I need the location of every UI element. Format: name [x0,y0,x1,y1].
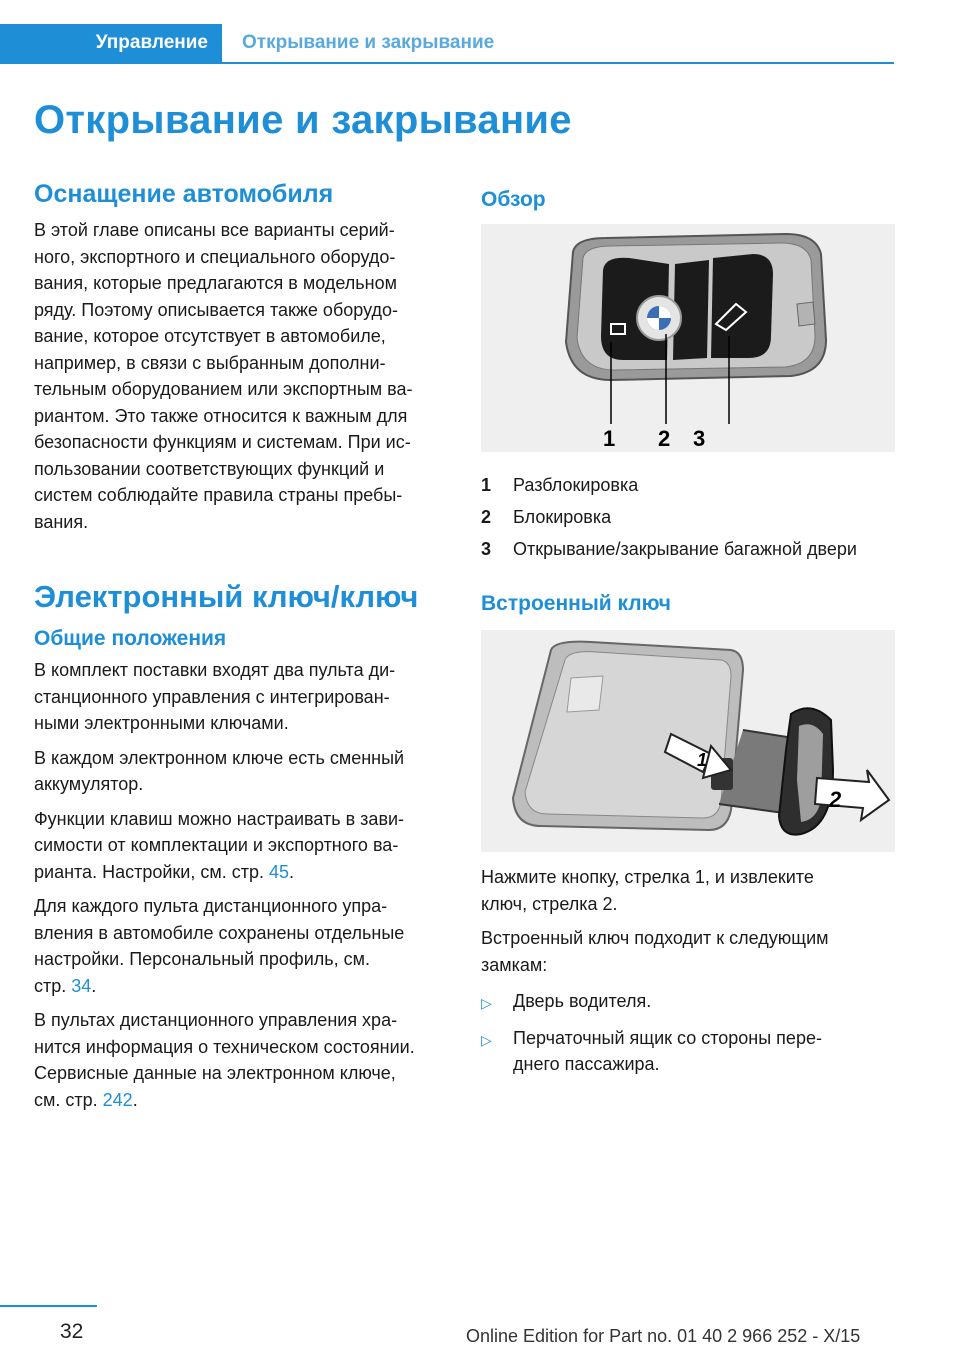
legend-item: 1 Разблокировка [481,475,639,495]
legend-item: 3 Открывание/закрывание багажной двери [481,539,857,559]
triangle-bullet-icon: ▷ [481,1031,492,1048]
page-link-242[interactable]: 242 [102,1089,133,1110]
running-header [0,24,894,64]
paragraph-battery: В каждом электронном ключе есть сменный аккумулятор. [34,747,405,794]
paragraph-button-functions: Функции клавиш можно настраивать в зави- симости от комплектации и экспортного ва- рианта. Настройки, см. стр. 45. [34,808,405,882]
integrated-key-illustration [481,630,895,852]
remote-key-figure [481,224,895,452]
paragraph-delivery: В комплект поставки входят два пульта ди- станционного управления с интегрирован- ными электронными ключами. [34,660,396,733]
footer-edition: Online Edition for Part no. 01 40 2 966 252 - X/15 [466,1326,861,1346]
page-title: Открывание и закрывание [34,98,572,142]
paragraph-remove-key: Нажмите кнопку, стрелка 1, и извлеките ключ, стрелка 2. [481,867,814,914]
page-number: 32 [60,1320,84,1343]
figure-label-2: 2 [658,426,671,451]
header-tab-section[interactable]: Открывание и закрывание [242,32,495,53]
page-link-45[interactable]: 45 [268,861,289,882]
paragraph-locks: Встроенный ключ подходит к следующим замкам: [481,928,829,975]
figure-arrow-label-2: 2 [829,787,842,812]
legend-item: 2 Блокировка [481,507,612,527]
remote-key-illustration [481,224,895,452]
subheading-general: Общие положения [34,627,227,650]
paragraph-remote-settings: Для каждого пульта дистанционного упра- вления в автомобиле сохранены отдельные настройки. Персональный профиль, см. стр. 34. [34,896,405,996]
figure-label-3: 3 [693,426,706,451]
page-link-34[interactable]: 34 [71,975,92,996]
equipment-paragraph: В этой главе описаны все варианты серий- ного, экспортного и специального оборудо- вания, которые предлагаются в модельном ряду. Поэтому описывается также оборудо- вание, которое отсутствует в автомобиле, например, в связи с выбранным дополни- тельным оборудованием или экспортным ва- риантом. Это также относится к важным для безопасности функциям и системам. При ис- пользовании соответствующих функций и систем соблюдайте правила страны пребы- вания. [34,220,413,532]
footer-rule [0,1305,97,1307]
list-item: ▷ Перчаточный ящик со стороны пере- днего пассажира. [481,1025,895,1078]
figure-label-1: 1 [603,426,616,451]
figure-arrow-label-1: 1 [697,750,708,770]
right-column [481,180,895,1086]
section-heading-equipment: Оснащение автомобиля [34,180,334,208]
section-heading-electronic-key: Электронный ключ/ключ [34,579,419,614]
header-tab-upravlenie[interactable]: Управление [0,24,222,62]
button-legend [481,472,895,562]
integrated-key-figure [481,630,895,852]
list-item: ▷ Дверь водителя. [481,988,895,1017]
section-heading-integrated-key: Встроенный ключ [481,592,671,615]
triangle-bullet-icon: ▷ [481,995,492,1011]
left-column [34,180,444,1113]
section-heading-overview: Обзор [481,188,546,211]
paragraph-service-data: В пультах дистанционного управления хра- нится информация о техническом состоянии. Сервисные данные на электронном ключе, см. стр. 242. [34,1010,415,1110]
